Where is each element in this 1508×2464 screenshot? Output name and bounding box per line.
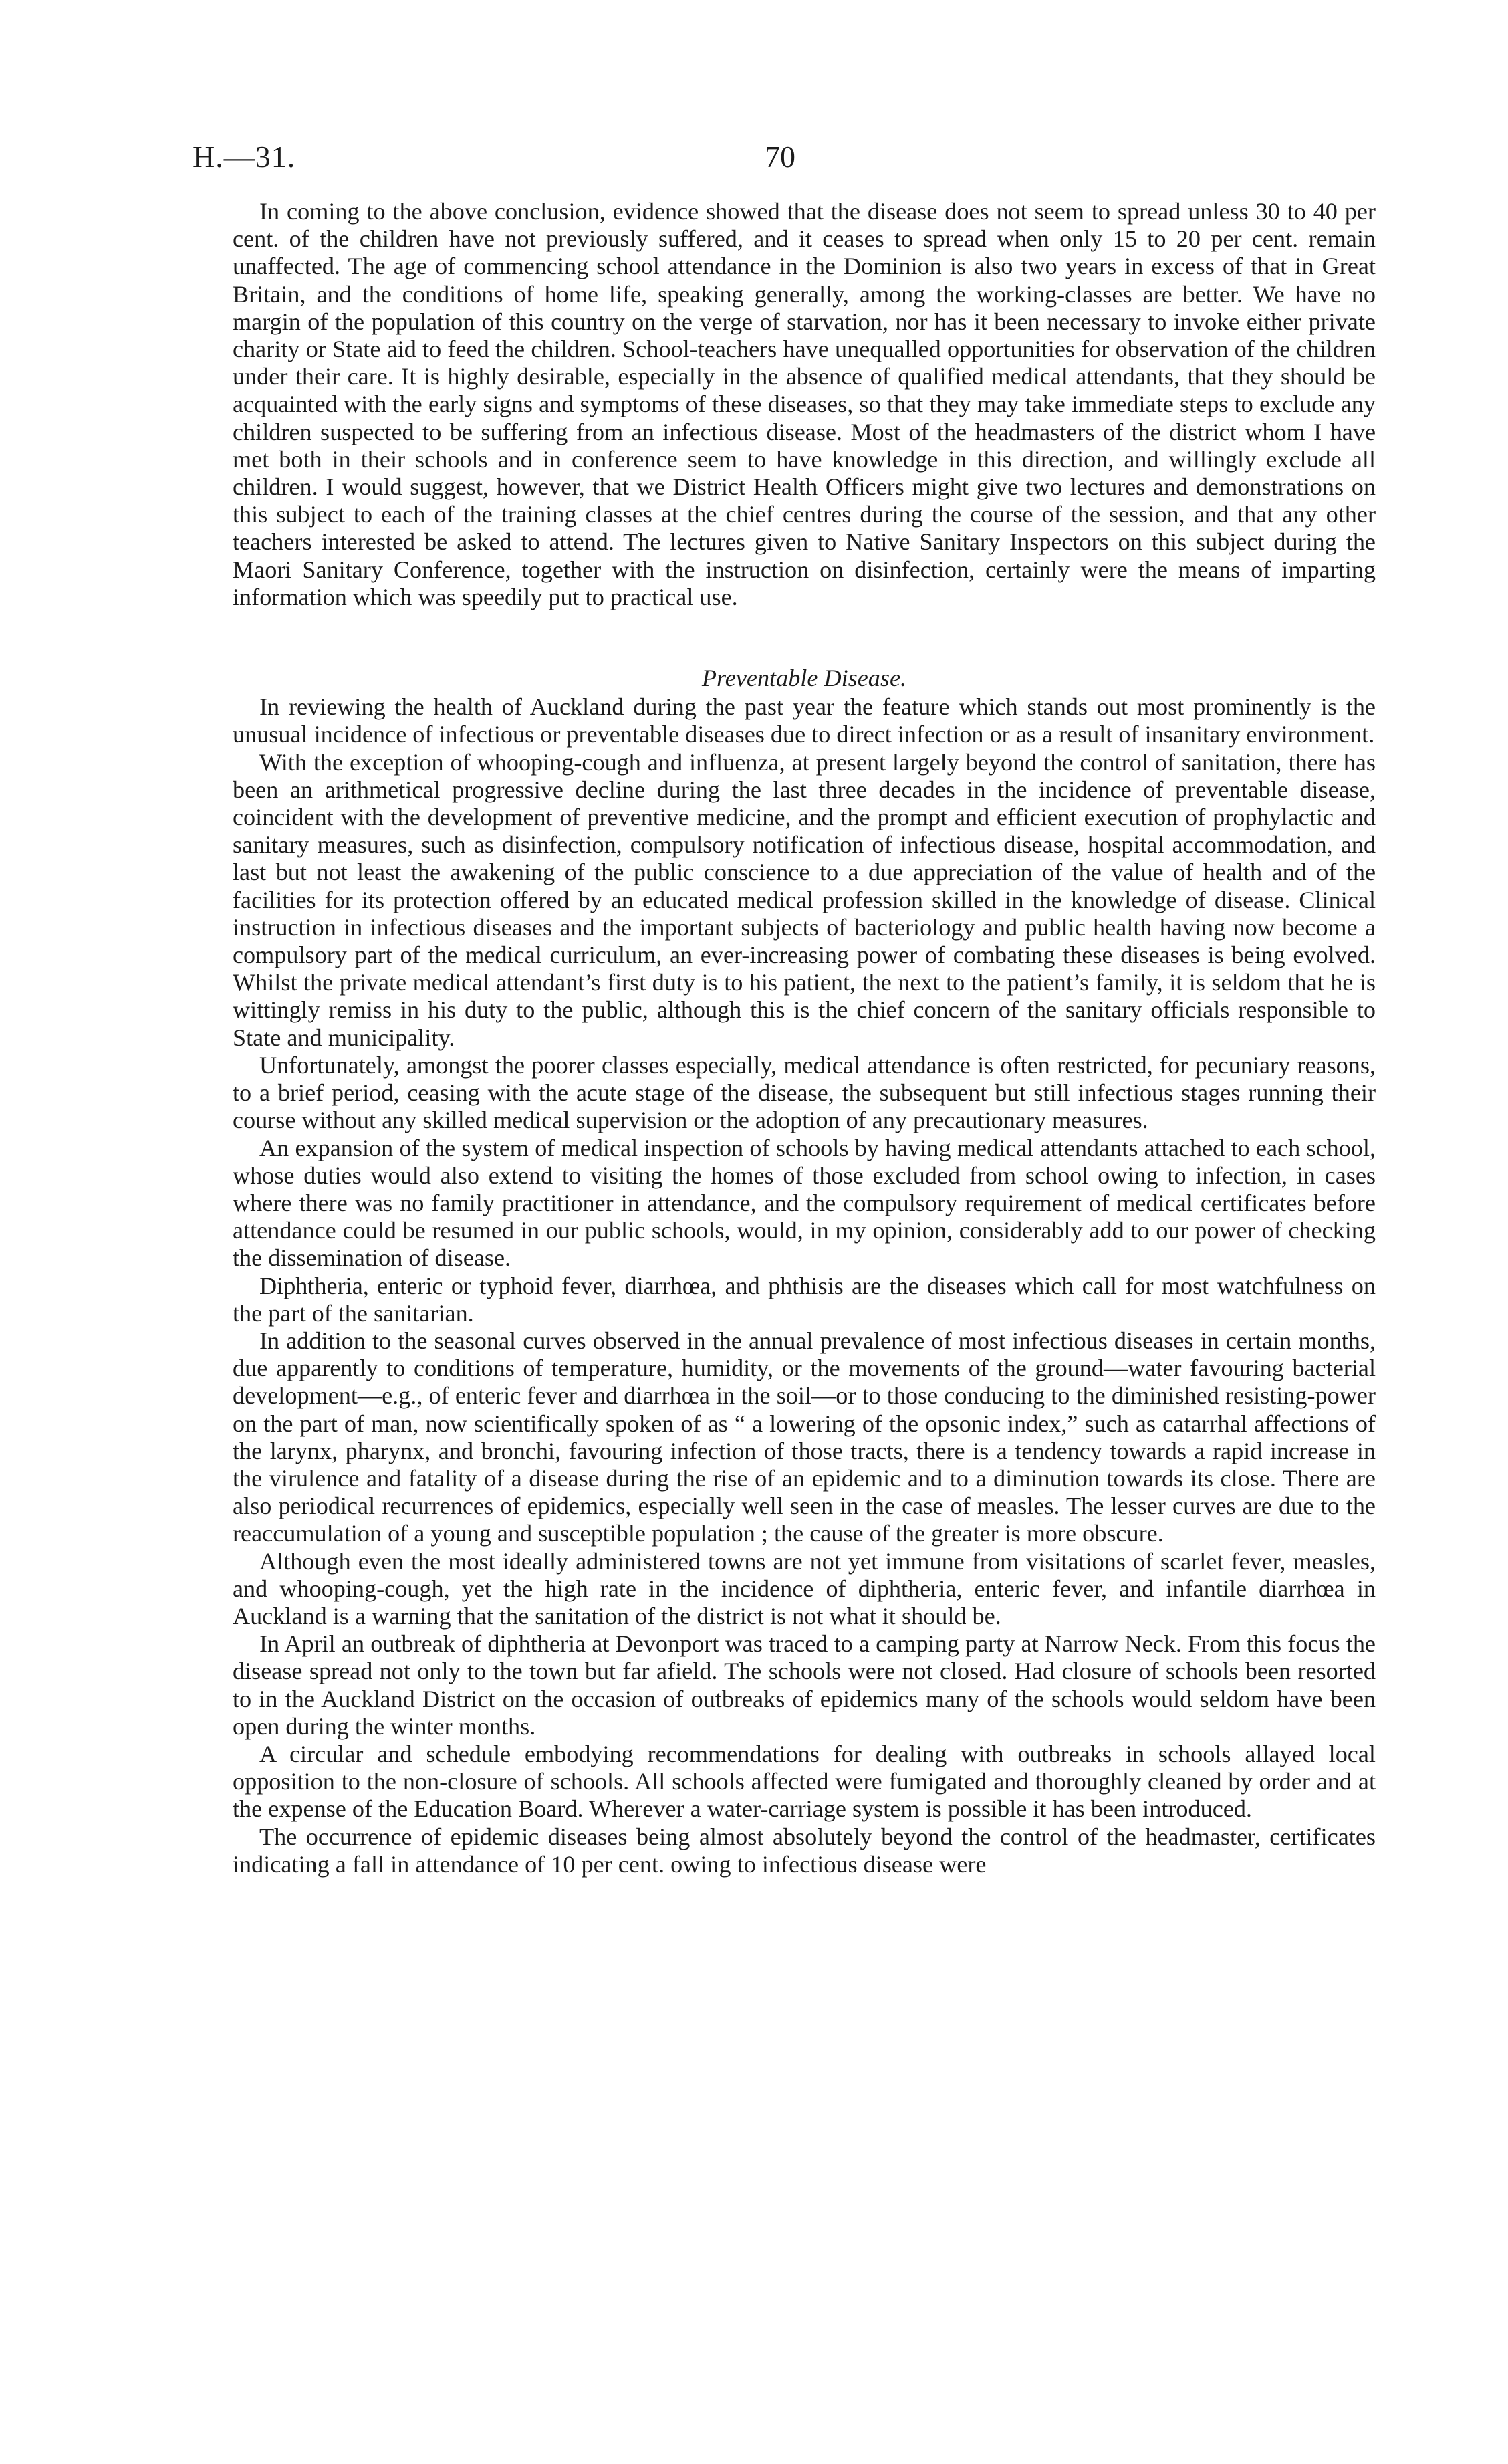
report-reference: H.—31.	[193, 140, 296, 174]
paragraph-devonport-outbreak: In April an outbreak of diphtheria at Devonport was traced to a camping party at Narrow Neck. From this focus the disease spread not only to the town but far afield. The schools were not closed. Had closure of schools been resorted to in the Auckland District on the occasion of outbreaks of epidemics many of the schools would seldom have been open during the winter months.	[233, 1630, 1376, 1740]
document-body	[233, 198, 1376, 1878]
paragraph-conclusion: In coming to the above conclusion, evidence showed that the disease does not seem to spread unless 30 to 40 per cent. of the children have not previously suffered, and it ceases to spread when only 15 to 20 per cent. remain unaffected. The age of commencing school attendance in the Dominion is also two years in excess of that in Great Britain, and the conditions of home life, speaking generally, among the working-classes are better. We have no margin of the population of this country on the verge of starvation, nor has it been necessary to invoke either private charity or State aid to feed the children. School-teachers have unequalled opportunities for observation of the children under their care. It is highly desirable, especially in the absence of qualified medical attendants, that they should be acquainted with the early signs and symptoms of these diseases, so that they may take immediate steps to exclude any children suspected to be suffering from an infectious disease. Most of the headmasters of the district whom I have met both in their schools and in conference seem to have knowledge in this direction, and willingly exclude all children. I would suggest, however, that we District Health Officers might give two lectures and demonstrations on this subject to each of the training classes at the chief centres during the course of the session, and that any other teachers interested be asked to attend. The lectures given to Native Sanitary Inspectors on this subject during the Maori Sanitary Conference, together with the instruction on disinfection, certainly were the means of imparting information which was speedily put to practical use.	[233, 198, 1376, 610]
paragraph-reviewing-health: In reviewing the health of Auckland during the past year the feature which stands out most prominently is the unusual incidence of infectious or preventable diseases due to direct infection or as a result of insanitary environment.	[233, 693, 1376, 748]
paragraph-diphtheria: Diphtheria, enteric or typhoid fever, diarrhœa, and phthisis are the diseases which call for most watchfulness on the part of the sanitarian.	[233, 1272, 1376, 1327]
paragraph-circular-schedule: A circular and schedule embodying recommendations for dealing with outbreaks in schools allayed local opposition to the non-closure of schools. All schools affected were fumigated and thoroughly cleaned by order and at the expense of the Education Board. Wherever a water-carriage system is possible it has been introduced.	[233, 1740, 1376, 1823]
paragraph-administered-towns: Although even the most ideally administered towns are not yet immune from visitations of scarlet fever, measles, and whooping-cough, yet the high rate in the incidence of diphtheria, enteric fever, and infantile diarrhœa in Auckland is a warning that the sanitation of the district is not what it should be.	[233, 1547, 1376, 1630]
paragraph-seasonal-curves: In addition to the seasonal curves observed in the annual prevalence of most infectious diseases in certain months, due apparently to conditions of temperature, humidity, or the movements of the ground—water favouring bacterial development—e.g., of enteric fever and diarrhœa in the soil—or to those conducing to the diminished resisting-power on the part of man, now scientifically spoken of as “ a lowering of the opsonic index,” such as catarrhal affections of the larynx, pharynx, and bronchi, favouring infection of those tracts, there is a tendency towards a rapid increase in the virulence and fatality of a disease during the rise of an epidemic and to a diminution towards its close. There are also periodical recurrences of epidemics, especially well seen in the case of measles. The lesser curves are due to the reaccumulation of a young and susceptible population ; the cause of the greater is more obscure.	[233, 1327, 1376, 1547]
section-heading-preventable-disease: Preventable Disease.	[701, 665, 907, 692]
paragraph-epidemic-occurrence: The occurrence of epidemic diseases being almost absolutely beyond the control of the headmaster, certificates indicating a fall in attendance of 10 per cent. owing to infectious disease were	[233, 1823, 1376, 1878]
paragraph-poorer-classes: Unfortunately, amongst the poorer classes especially, medical attendance is often restricted, for pecuniary reasons, to a brief period, ceasing with the acute stage of the disease, the subsequent but still infectious stages running their course without any skilled medical supervision or the adoption of any precautionary measures.	[233, 1051, 1376, 1134]
page-header	[193, 139, 1376, 179]
page-number: 70	[765, 140, 795, 174]
paragraph-medical-inspection: An expansion of the system of medical inspection of schools by having medical attendants attached to each school, whose duties would also extend to visiting the homes of those excluded from school owing to infection, in cases where there was no family practitioner in attendance, and the compulsory requirement of medical certificates before attendance could be resumed in our public schools, would, in my opinion, considerably add to our power of checking the dissemination of disease.	[233, 1134, 1376, 1272]
paragraph-whooping-cough: With the exception of whooping-cough and influenza, at present largely beyond the control of sanitation, there has been an arithmetical progressive decline during the last three decades in the incidence of preventable disease, coincident with the development of preventive medicine, and the prompt and efficient execution of prophylactic and sanitary measures, such as disinfection, compulsory notification of infectious disease, hospital accommodation, and last but not least the awakening of the public conscience to a due appreciation of the value of health and of the facilities for its protection offered by an educated medical profession skilled in the knowledge of disease. Clinical instruction in infectious diseases and the important subjects of bacteriology and public health having now become a compulsory part of the medical curriculum, an ever-increasing power of combating these diseases is being evolved. Whilst the private medical attendant’s first duty is to his patient, the next to the patient’s family, it is seldom that he is wittingly remiss in his duty to the public, although this is the chief concern of the sanitary officials responsible to State and municipality.	[233, 748, 1376, 1051]
